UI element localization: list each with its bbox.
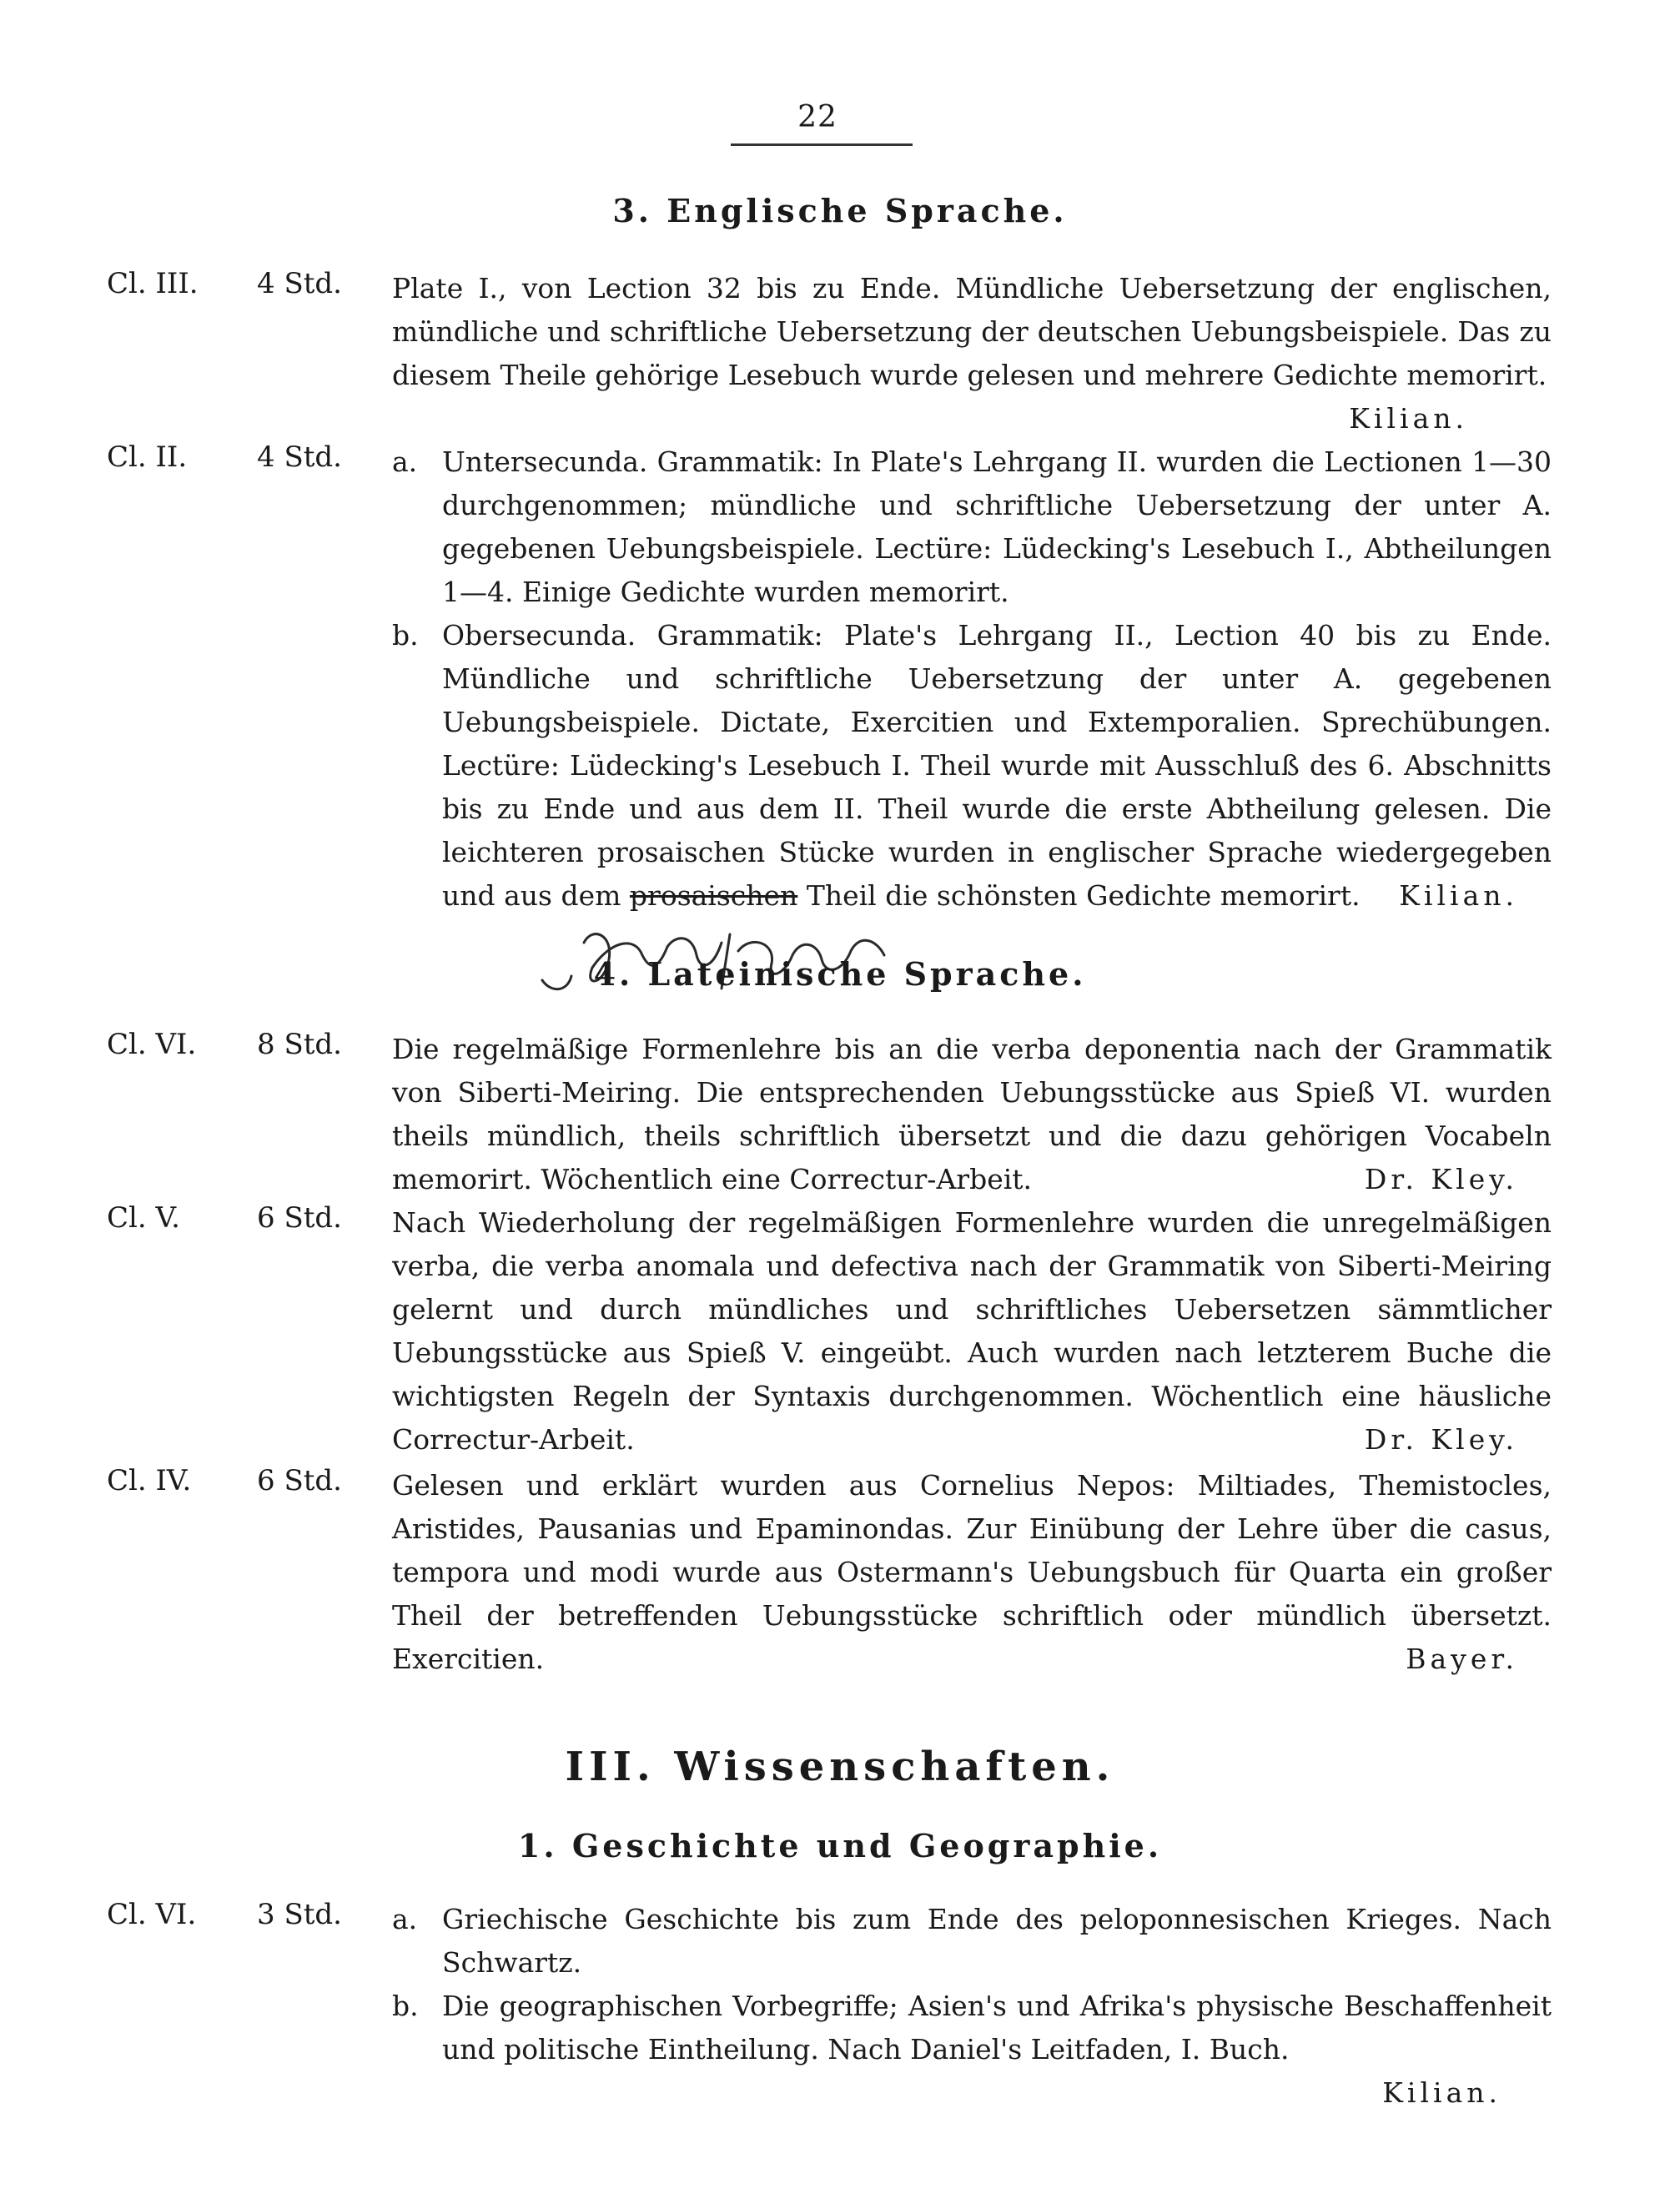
class-label: Cl. VI. <box>107 1898 197 1931</box>
subsection-a <box>392 440 1552 614</box>
subsection-b <box>392 614 1552 918</box>
class-label: Cl. V. <box>107 1201 180 1235</box>
class-label: Cl. II. <box>107 440 188 474</box>
subsection-text: Die geographischen Vorbegriffe; Asien's und Afrika's physische Beschaffenheit und politische Eintheilung. Nach Daniel's Leitfaden, I. Buch. <box>442 1990 1552 2066</box>
subsection-mark: b. <box>392 1990 419 2022</box>
entry-text <box>392 440 1552 918</box>
page-number-rule <box>731 143 913 146</box>
subsection-mark: a. <box>392 1903 418 1935</box>
hours-label: 3 Std. <box>257 1898 342 1931</box>
subsection-a <box>392 1898 1552 1985</box>
subsection-text: Obersecunda. Grammatik: Plate's Lehrgang II., Lection 40 bis zu Ende. Mündliche und schriftliche Uebersetzung der unter A. gegebenen Uebungsbeispiele. Dictate, Exercitien und Extemporalien. Sprechübungen. Lectüre: Lüdecking's Lesebuch I. Theil wurde mit Ausschluß des 6. Abschnitts bis zu Ende und aus dem II. Theil wurde die erste Abtheilung gelesen. Die leichteren prosaischen Stücke wurden in englischer Sprache wiedergegeben und aus dem <box>442 619 1552 912</box>
page-number: 22 <box>797 100 837 134</box>
main-heading-sciences: III. Wissenschaften. <box>565 1744 1115 1790</box>
entry-description: Nach Wiederholung der regelmäßigen Formenlehre wurden die unregelmäßigen verba, die verba anomala und defectiva nach der Grammatik von Siberti-Meiring gelernt und durch mündliches und schriftliches Uebersetzen sämmtlicher Uebungsstücke aus Spieß V. eingeübt. Auch wurden nach letzterem Buche die wichtigsten Regeln der Syntaxis durchgenommen. Wöchentlich eine häusliche Correctur-Arbeit. <box>392 1206 1552 1456</box>
hours-label: 4 Std. <box>257 440 342 474</box>
entry-text <box>392 1464 1552 1681</box>
entry-text <box>392 267 1552 440</box>
entry-description: Gelesen und erklärt wurden aus Cornelius Nepos: Miltiades, Themistocles, Aristides, Pausanias und Epaminondas. Zur Einübung der Lehre über die casus, tempora und modi wurde aus Ostermann's Uebungsbuch für Quarta ein großer Theil der betreffenden Uebungsstücke schriftlich oder mündlich übersetzt. Exercitien. <box>392 1469 1552 1675</box>
section-heading-latin: 4. Lateinische Sprache. <box>593 955 1087 993</box>
subsection-mark: a. <box>392 445 418 478</box>
teacher-name: Kilian. <box>1382 2076 1501 2109</box>
entry-description: Die regelmäßige Formenlehre bis an die verba deponentia nach der Grammatik von Siberti-Meiring. Die entsprechenden Uebungsstücke aus Spieß VI. wurden theils mündlich, theils schriftlich übersetzt und die dazu gehörigen Vocabeln memorirt. Wöchentlich eine Correctur-Arbeit. <box>392 1033 1552 1195</box>
hours-label: 6 Std. <box>257 1201 342 1235</box>
subsection-b <box>392 1985 1552 2071</box>
teacher-name: Kilian. <box>1399 879 1518 912</box>
struck-word: prosaischen <box>629 879 798 912</box>
section-heading-history: 1. Geschichte und Geographie. <box>517 1827 1163 1864</box>
class-label: Cl. IV. <box>107 1464 192 1497</box>
entry-description: Plate I., von Lection 32 bis zu Ende. Mündliche Uebersetzung der englischen, mündliche und schriftliche Uebersetzung der deutschen Uebungsbeispiele. Das zu diesem Theile gehörige Lesebuch wurde gelesen und mehrere Gedichte memorirt. <box>392 272 1552 391</box>
class-label: Cl. III. <box>107 267 199 300</box>
teacher-name: Dr. Kley. <box>1364 1423 1518 1456</box>
teacher-name: Dr. Kley. <box>1364 1163 1518 1195</box>
hours-label: 4 Std. <box>257 267 342 300</box>
subsection-mark: b. <box>392 619 419 652</box>
subsection-text: Untersecunda. Grammatik: In Plate's Lehrgang II. wurden die Lectionen 1—30 durchgenommen; mündliche und schriftliche Uebersetzung der unter A. gegebenen Uebungsbeispiele. Lectüre: Lüdecking's Lesebuch I., Abtheilungen 1—4. Einige Gedichte wurden memorirt. <box>442 445 1552 608</box>
section-heading-english: 3. Englische Sprache. <box>612 192 1068 229</box>
hours-label: 8 Std. <box>257 1028 342 1061</box>
subsection-text: Griechische Geschichte bis zum Ende des peloponnesischen Krieges. Nach Schwartz. <box>442 1903 1552 1979</box>
teacher-name: Kilian. <box>1349 402 1468 435</box>
subsection-text-end: Theil die schönsten Gedichte memorirt. <box>806 879 1361 912</box>
entry-text <box>392 1028 1552 1201</box>
class-label: Cl. VI. <box>107 1028 197 1061</box>
entry-text <box>392 1201 1552 1462</box>
teacher-name: Bayer. <box>1406 1643 1518 1675</box>
hours-label: 6 Std. <box>257 1464 342 1497</box>
entry-text <box>392 1898 1552 2115</box>
